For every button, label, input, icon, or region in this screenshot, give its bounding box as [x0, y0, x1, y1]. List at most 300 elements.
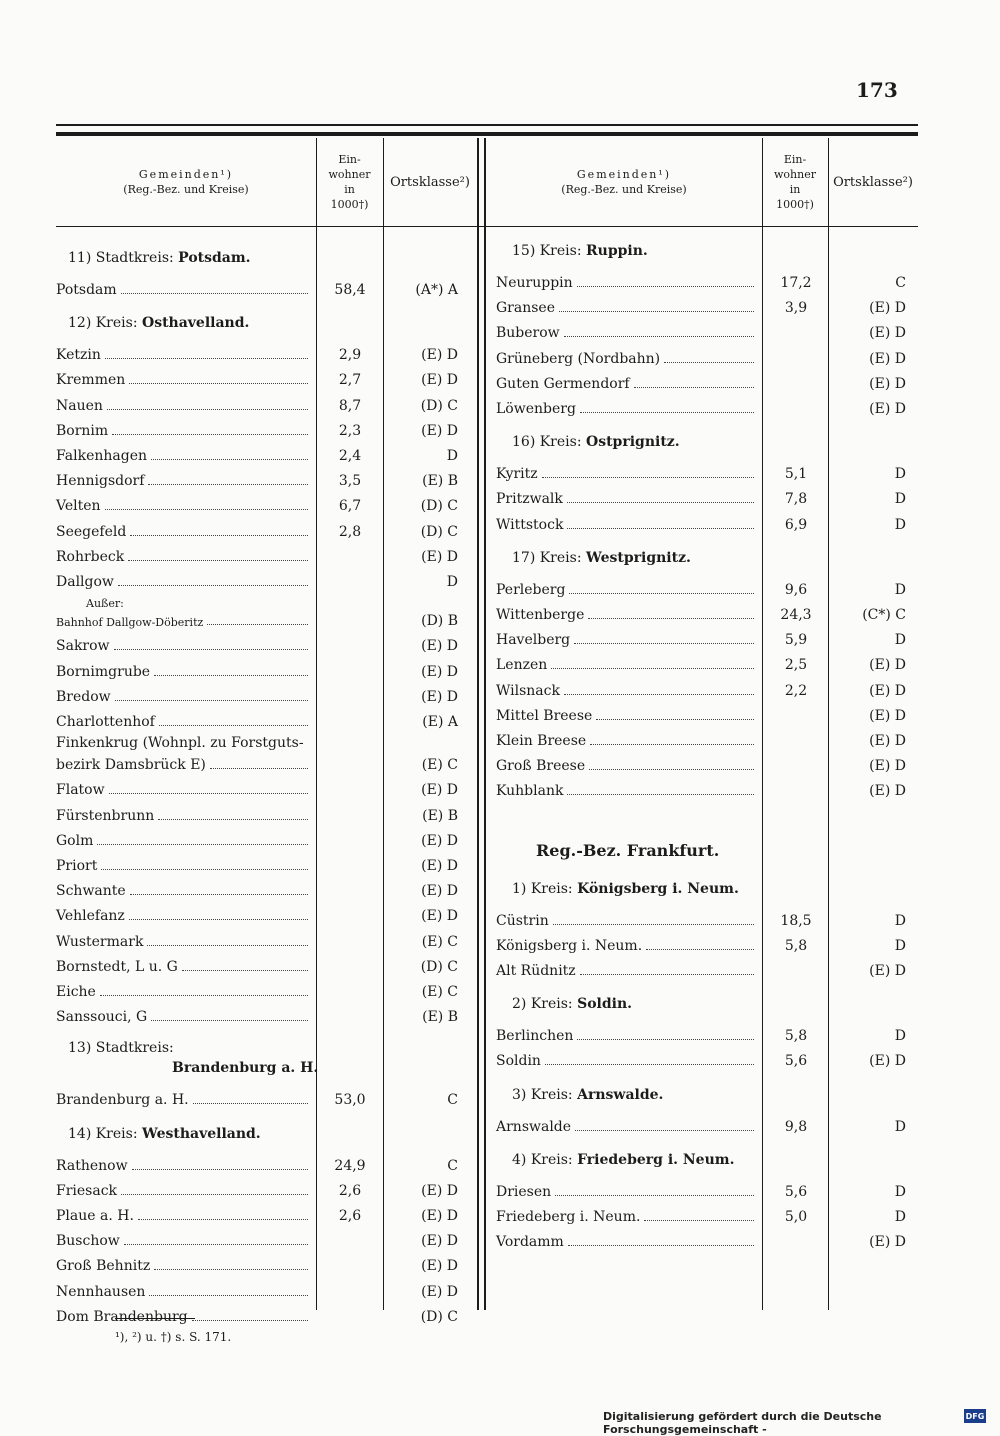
ortsklasse-value: (E) D: [421, 782, 458, 799]
ortsklasse-value: (D) C: [420, 958, 458, 975]
population-value: 6,9: [784, 516, 808, 533]
leader-dots: [129, 919, 308, 920]
leader-dots: [574, 643, 754, 644]
place-name: Grüneberg (Nordbahn): [496, 350, 661, 367]
table-row: [56, 492, 476, 516]
ortsklasse-value: D: [894, 1183, 906, 1200]
top-rule-thick: [56, 132, 918, 136]
leader-dots: [192, 1320, 308, 1321]
table-row: [56, 827, 476, 851]
annotation-label: Außer:: [86, 597, 124, 611]
ortsklasse-value: (E) D: [421, 548, 458, 565]
population-value: 2,5: [784, 657, 808, 674]
section-name: Ruppin.: [586, 243, 648, 259]
table-row: [496, 319, 916, 343]
section-name: Potsdam.: [178, 250, 251, 266]
ortsklasse-value: (E) B: [422, 473, 458, 490]
ortsklasse-value: (D) C: [420, 523, 458, 540]
place-name: Potsdam: [56, 282, 117, 298]
leader-dots: [114, 649, 308, 650]
leader-dots: [128, 560, 308, 561]
ortsklasse-value: (E) D: [421, 858, 458, 874]
table-row: [496, 1228, 916, 1252]
table-row: [56, 902, 476, 926]
leader-dots: [115, 700, 308, 701]
leader-dots: [129, 383, 308, 384]
table-row: [56, 852, 476, 876]
section-heading: [68, 250, 251, 266]
ortsklasse-value: (E) D: [869, 758, 906, 775]
table-row: [56, 953, 476, 977]
place-name: Arnswalde: [496, 1118, 572, 1135]
population-value: 2,8: [338, 523, 362, 540]
table-row: [56, 341, 476, 365]
place-name: Flatow: [56, 782, 105, 799]
leader-dots: [564, 694, 754, 695]
leader-dots: [580, 974, 754, 975]
place-name: Sakrow: [56, 638, 110, 655]
leader-dots: [112, 434, 308, 435]
table-row: [496, 460, 916, 484]
table-row: [56, 1086, 476, 1110]
ortsklasse-value: (E) D: [869, 401, 906, 417]
place-name: Nennhausen: [56, 1283, 146, 1300]
place-name: Groß Breese: [496, 758, 586, 775]
ortsklasse-value: (E) D: [869, 1053, 906, 1070]
table-row: [496, 294, 916, 318]
place-name: Seegefeld: [56, 523, 127, 540]
place-name: Friedeberg i. Neum.: [496, 1209, 641, 1225]
section-heading: [512, 996, 632, 1012]
table-row: [56, 607, 476, 631]
ortsklasse-value: D: [894, 581, 906, 598]
leader-dots: [97, 844, 308, 845]
ortsklasse-value: (E) D: [869, 1234, 906, 1251]
header-gemeinden-label: Gemeinden¹): [138, 168, 234, 181]
population-value: 6,7: [338, 498, 362, 515]
table-row: [496, 907, 916, 931]
place-name: Soldin: [496, 1053, 541, 1070]
ortsklasse-value: (E) D: [421, 832, 458, 849]
population-value: 2,6: [338, 1182, 362, 1199]
place-name: Buschow: [56, 1233, 120, 1250]
leader-dots: [121, 1194, 308, 1195]
leader-dots: [101, 869, 308, 870]
ortsklasse-value: C: [447, 1157, 458, 1174]
section-label: 17) Kreis:: [512, 549, 586, 566]
place-name: Eiche: [56, 984, 96, 1000]
header-gemeinden: [56, 138, 316, 226]
ortsklasse-value: (E) D: [421, 883, 458, 900]
table-row: [56, 877, 476, 901]
table-row: [56, 1278, 476, 1302]
section-label: 15) Kreis:: [512, 243, 586, 259]
digitization-credit: Digitalisierung gefördert durch die Deutsche Forschungsgemeinschaft -: [603, 1410, 882, 1436]
population-value: 8,7: [338, 397, 362, 414]
place-name: Neuruppin: [496, 275, 573, 291]
header-gemeinden-sub: (Reg.-Bez. und Kreise): [561, 183, 687, 196]
leader-dots: [107, 409, 308, 410]
section-name: Arnswalde.: [577, 1086, 664, 1103]
ortsklasse-value: (E) B: [422, 807, 458, 824]
leader-dots: [154, 1269, 308, 1270]
ortsklasse-value: (E) D: [421, 1233, 458, 1250]
table-row: [496, 651, 916, 675]
ortsklasse-value: (E) D: [869, 733, 906, 749]
ortsklasse-value: D: [894, 466, 906, 483]
section-heading: [68, 315, 249, 331]
section-label: 11) Stadtkreis:: [68, 250, 179, 266]
ortsklasse-value: D: [894, 912, 906, 929]
place-name: Dom Brandenburg: [56, 1308, 188, 1325]
ortsklasse-value: (E) A: [422, 714, 458, 730]
place-name: Bornstedt, L u. G: [56, 958, 178, 975]
leader-dots: [545, 1064, 754, 1065]
place-name: Klein Breese: [496, 733, 587, 749]
table-row: [496, 702, 916, 726]
place-name: Bornim: [56, 422, 109, 439]
place-name: Driesen: [496, 1183, 552, 1200]
ortsklasse-value: D: [894, 491, 906, 508]
leader-dots: [564, 336, 754, 337]
place-name: Löwenberg: [496, 401, 576, 417]
leader-dots: [210, 768, 308, 769]
place-name: Wittstock: [496, 516, 564, 533]
population-value: 2,7: [338, 372, 362, 389]
table-row: [56, 442, 476, 466]
population-value: 58,4: [334, 282, 366, 298]
section-label: 3) Kreis:: [512, 1086, 578, 1103]
header-einwohner-line: 1000†): [330, 198, 369, 211]
population-value: 24,3: [780, 607, 812, 623]
leader-dots: [100, 995, 308, 996]
table-row: [56, 467, 476, 491]
table-row: [56, 417, 476, 441]
place-name: Golm: [56, 832, 94, 849]
leader-dots: [567, 794, 754, 795]
ortsklasse-value: (E) D: [421, 638, 458, 655]
table-row: [496, 1022, 916, 1046]
top-rule: [56, 124, 918, 126]
header-einwohner-line: in: [344, 183, 355, 196]
section-heading: [68, 1126, 261, 1142]
table-row: [496, 626, 916, 650]
place-name: Perleberg: [496, 581, 566, 598]
place-name: Schwante: [56, 883, 126, 900]
population-value: 5,8: [784, 1028, 808, 1045]
place-name: Havelberg: [496, 632, 571, 649]
ortsklasse-value: (E) D: [869, 783, 906, 800]
table-row: [56, 1303, 476, 1327]
population-value: 9,6: [784, 581, 808, 598]
header-einwohner-line: wohner: [774, 168, 816, 181]
place-name: Groß Behnitz: [56, 1258, 151, 1275]
place-name: Vehlefanz: [56, 908, 125, 925]
place-name: Charlottenhof: [56, 714, 155, 730]
ortsklasse-value: (E) D: [869, 657, 906, 674]
leader-dots: [109, 793, 308, 794]
ortsklasse-value: (E) D: [869, 300, 906, 317]
section-label: 12) Kreis:: [68, 315, 142, 332]
place-name: Bornimgrube: [56, 663, 151, 680]
section-heading: [512, 1087, 663, 1103]
leader-dots: [577, 286, 754, 287]
table-row: [56, 543, 476, 567]
leader-dots: [138, 1219, 308, 1220]
header-einwohner-line: in: [789, 183, 801, 196]
ortsklasse-value: C: [447, 1092, 458, 1109]
table-row: [496, 1047, 916, 1071]
leader-dots: [130, 535, 308, 536]
header-einwohner-line: wohner: [328, 168, 371, 181]
ortsklasse-value: D: [894, 516, 906, 533]
section-name: Ostprignitz.: [586, 434, 680, 451]
table-row: [56, 683, 476, 707]
population-value: 5,1: [784, 466, 808, 483]
header-einwohner: [762, 138, 828, 226]
ortsklasse-value: (E) D: [869, 963, 906, 979]
population-value: 3,9: [784, 300, 808, 317]
section-name-bold: Brandenburg a. H.: [172, 1060, 319, 1077]
header-einwohner: [316, 138, 383, 226]
leader-dots: [634, 387, 754, 388]
center-double-rule: [484, 138, 486, 1310]
table-row: [496, 1113, 916, 1137]
table-row: [56, 1227, 476, 1251]
leader-dots: [105, 358, 308, 359]
table-row: [56, 928, 476, 952]
table-row: [56, 1003, 476, 1027]
ortsklasse-value: (E) B: [422, 1009, 458, 1026]
section-label: 4) Kreis:: [512, 1151, 578, 1168]
leader-dots: [105, 509, 308, 510]
place-name: Bredow: [56, 688, 111, 705]
place-name: Hennigsdorf: [56, 473, 145, 490]
header-ortsklasse: Ortsklasse²): [390, 174, 470, 190]
place-name: Sanssouci, G: [56, 1009, 148, 1026]
place-name: Lenzen: [496, 657, 548, 674]
table-row: [56, 392, 476, 416]
header-einwohner-line: Ein-: [338, 153, 361, 166]
table-row: [496, 269, 916, 293]
ortsklasse-value: (E) C: [421, 757, 458, 774]
place-name: Pritzwalk: [496, 491, 563, 508]
ortsklasse-value: (D) C: [420, 1308, 458, 1325]
section-name: Soldin.: [577, 996, 633, 1013]
section-name: Königsberg i. Neum.: [577, 880, 739, 897]
ortsklasse-value: (E) D: [869, 682, 906, 699]
place-name: Gransee: [496, 300, 555, 317]
leader-dots: [568, 1245, 754, 1246]
place-name: Priort: [56, 858, 98, 874]
table-row: [56, 1177, 476, 1201]
table-row: [56, 776, 476, 800]
population-value: 2,2: [784, 682, 808, 699]
dfg-logo: DFG: [964, 1409, 986, 1423]
table-row: [496, 1203, 916, 1227]
population-value: 9,8: [784, 1118, 808, 1135]
table-row: [496, 957, 916, 981]
population-value: 5,6: [784, 1053, 808, 1070]
ortsklasse-value: (E) D: [421, 663, 458, 680]
leader-dots: [207, 624, 308, 625]
header-ortsklasse: Ortsklasse²): [833, 174, 913, 190]
leader-dots: [148, 484, 308, 485]
ortsklasse-value: (E) D: [421, 1208, 458, 1224]
place-name: Velten: [56, 498, 101, 515]
ortsklasse-value: (E) D: [421, 347, 458, 364]
population-value: 53,0: [334, 1092, 366, 1109]
population-value: 7,8: [784, 491, 808, 508]
header-einwohner-line: Ein-: [783, 153, 807, 166]
leader-dots: [559, 311, 754, 312]
table-row: [56, 518, 476, 542]
population-value: 2,9: [338, 347, 362, 364]
ortsklasse-value: (D) C: [420, 498, 458, 515]
ortsklasse-value: (E) D: [421, 1182, 458, 1199]
section-heading: [512, 881, 739, 897]
header-rule: [56, 226, 918, 227]
section-label: 2) Kreis:: [512, 996, 578, 1013]
leader-dots: [154, 675, 308, 676]
table-row: [56, 1202, 476, 1226]
leader-dots: [569, 593, 754, 594]
section-name: Westprignitz.: [586, 549, 691, 566]
place-name: Plaue a. H.: [56, 1208, 134, 1224]
ortsklasse-value: (E) C: [421, 933, 458, 950]
ortsklasse-value: (C*) C: [862, 607, 906, 623]
place-name: Rohrbeck: [56, 548, 125, 565]
table-row: [56, 978, 476, 1002]
leader-dots: [542, 477, 754, 478]
leader-dots: [553, 924, 754, 925]
section-heading: [512, 550, 691, 566]
leader-dots: [588, 618, 754, 619]
ortsklasse-value: (E) D: [869, 375, 906, 392]
place-name: Rathenow: [56, 1157, 128, 1174]
ortsklasse-value: D: [894, 1209, 906, 1225]
table-row: [56, 708, 476, 732]
section-name: Friedeberg i. Neum.: [577, 1151, 735, 1168]
place-name: Cüstrin: [496, 912, 549, 929]
leader-dots: [130, 894, 308, 895]
population-value: 5,0: [784, 1209, 808, 1225]
table-row: [496, 1178, 916, 1202]
section-label: 16) Kreis:: [512, 434, 586, 451]
header-gemeinden-label: Gemeinden¹): [576, 168, 672, 181]
population-value: 5,8: [784, 937, 808, 954]
place-name: Guten Germendorf: [496, 375, 630, 392]
table-row: [56, 632, 476, 656]
ortsklasse-value: D: [446, 574, 458, 590]
population-value: 17,2: [780, 275, 812, 291]
place-name: Berlinchen: [496, 1028, 574, 1045]
ortsklasse-value: (E) D: [421, 688, 458, 705]
population-value: 24,9: [334, 1157, 366, 1174]
place-name: Kremmen: [56, 372, 126, 389]
leader-dots: [182, 970, 308, 971]
leader-dots: [151, 1020, 308, 1021]
leader-dots: [575, 1130, 754, 1131]
ortsklasse-value: D: [894, 632, 906, 649]
place-name: Friesack: [56, 1182, 118, 1199]
place-name: Brandenburg a. H.: [56, 1092, 189, 1109]
population-value: 18,5: [780, 912, 812, 929]
ortsklasse-value: (E) D: [421, 908, 458, 925]
leader-dots: [555, 1195, 754, 1196]
ortsklasse-value: (E) D: [421, 1283, 458, 1300]
table-row: [56, 1252, 476, 1276]
leader-dots: [664, 362, 754, 363]
leader-dots: [149, 1295, 308, 1296]
place-name: Bahnhof Dallgow-Döberitz: [56, 616, 204, 630]
header-gemeinden-sub: (Reg.-Bez. und Kreise): [123, 183, 249, 196]
table-row: [496, 727, 916, 751]
ortsklasse-value: (A*) A: [415, 282, 458, 298]
place-name: Wustermark: [56, 933, 144, 950]
leader-dots: [121, 293, 308, 294]
section-heading: 13) Stadtkreis:: [68, 1040, 174, 1057]
place-name: bezirk Damsbrück E): [56, 757, 206, 774]
section-name: Westhavelland.: [142, 1125, 261, 1142]
ortsklasse-value: D: [446, 448, 458, 464]
header-gemeinden: [486, 138, 762, 226]
leader-dots: [151, 459, 308, 460]
leader-dots: [118, 585, 308, 586]
table-row: [496, 752, 916, 776]
ortsklasse-value: (E) D: [421, 422, 458, 439]
table-row: [496, 345, 916, 369]
place-name: Fürstenbrunn: [56, 807, 155, 824]
section-name: [172, 1060, 318, 1076]
place-name: Mittel Breese: [496, 707, 593, 724]
place-name: Ketzin: [56, 347, 101, 364]
footnote: ¹), ²) u. †) s. S. 171.: [115, 1330, 232, 1344]
population-value: 2,3: [338, 422, 362, 439]
place-name: Buberow: [496, 325, 560, 342]
population-value: 5,6: [784, 1183, 808, 1200]
place-name: Vordamm: [496, 1234, 564, 1251]
ortsklasse-value: (E) D: [869, 707, 906, 724]
ortsklasse-value: C: [895, 275, 906, 291]
section-label: 14) Kreis:: [68, 1125, 142, 1142]
center-double-rule: [477, 138, 479, 1310]
table-row: [496, 395, 916, 419]
section-heading: [512, 1152, 734, 1168]
place-name: Wittenberge: [496, 607, 585, 623]
section-label: 1) Kreis:: [512, 880, 578, 897]
table-row: [496, 511, 916, 535]
header-einwohner-line: 1000†): [776, 198, 814, 211]
table-row: [496, 576, 916, 600]
place-name: Falkenhagen: [56, 448, 147, 464]
table-row: [496, 485, 916, 509]
ortsklasse-value: (E) C: [421, 984, 458, 1000]
place-name: Alt Rüdnitz: [496, 963, 576, 979]
population-value: 5,9: [784, 632, 808, 649]
leader-dots: [646, 949, 754, 950]
place-name: Dallgow: [56, 574, 114, 590]
place-name: Kuhblank: [496, 783, 564, 800]
ortsklasse-value: (E) D: [869, 350, 906, 367]
leader-dots: [193, 1103, 308, 1104]
ortsklasse-value: D: [894, 937, 906, 954]
table-row: [496, 932, 916, 956]
place-name: Kyritz: [496, 466, 538, 483]
leader-dots: [159, 725, 308, 726]
table-row: [496, 677, 916, 701]
ortsklasse-value: D: [894, 1118, 906, 1135]
